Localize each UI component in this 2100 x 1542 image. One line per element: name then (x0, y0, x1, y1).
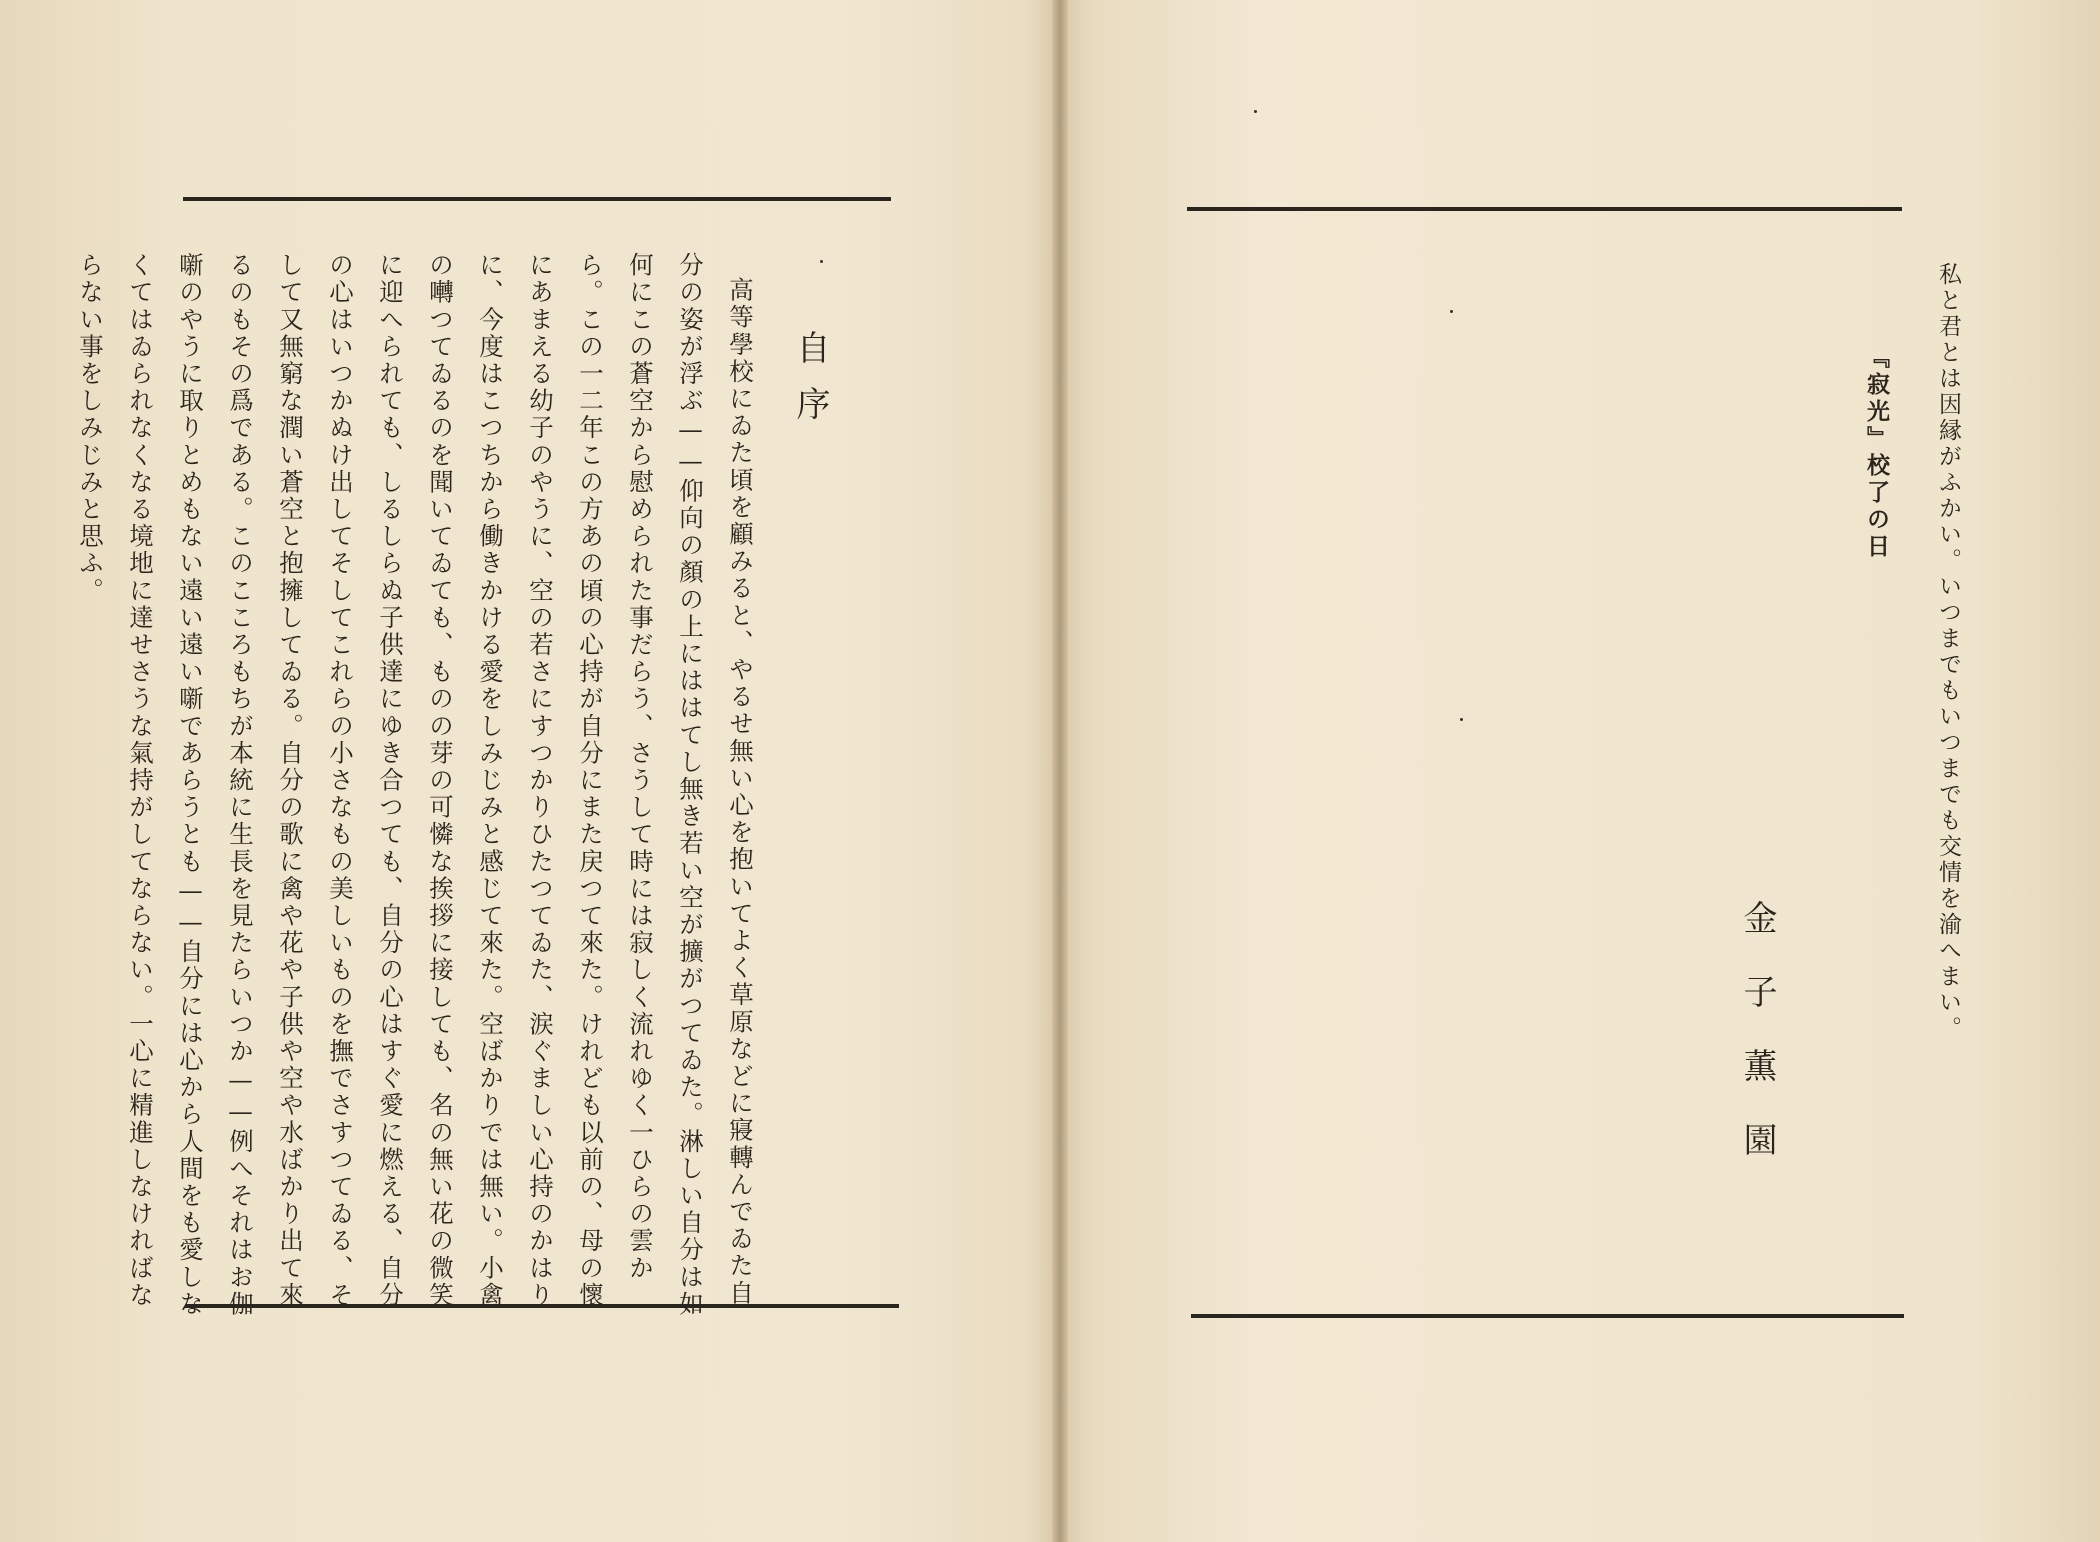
paper-speck (1460, 718, 1463, 721)
preface-paragraph: 高等學校にゐた頃を顧みると、やるせ無い心を抱いてよく草原などに寢轉んでゐた自分の姿が浮ぶ——仰向の顏の上にははてし無き若い空が擴がつてゐた。淋しい自分は如何にこの蒼空から慰められた事だらう、さうして時には寂しく流れゆく一ひらの雲から。この一二年この方あの頃の心持が自分にまた戻つて來た。けれども以前の、母の懷にあまえる幼子のやうに、空の若さにすつかりひたつてゐた、涙ぐましい心持のかはりに、今度はこつちから働きかける愛をしみじみと感じて來た。空ばかりでは無い。小禽の囀つてゐるのを聞いてゐても、ものの芽の可憐な挨拶に接しても、名の無い花の微笑に迎へられても、しるしらぬ子供達にゆき合つても、自分の心はすぐ愛に燃える、自分の心はいつかぬけ出してそしてこれらの小さなもの美しいものを撫でさすつてゐる、そして又無窮な潤い蒼空と抱擁してゐる。自分の歌に禽や花や子供や空や水ばかり出て來るのもその爲である。このこころもちが本統に生長を見たらいつか——例へそれはお伽噺のやうに取りとめもない遠い遠い噺であらうとも——自分には心から人間をも愛しなくてはゐられなくなる境地に達せさうな氣持がしてならない。一心に精進しなければならない事をしみじみと思ふ。 (76, 252, 755, 1318)
dedication-text: 私と君とは因縁がふかい。いつまでもいつまでも交情を渝へまい。 (1935, 262, 1961, 1042)
paper-speck (1254, 110, 1257, 113)
dedication-subtitle: 『寂光』校了の日 (1863, 345, 1890, 561)
right-page (1067, 0, 2100, 1542)
paper-speck (820, 260, 823, 263)
top-rule-right (1187, 207, 1902, 211)
paper-speck (1450, 310, 1453, 313)
preface-body (65, 252, 765, 1332)
author-name: 金子薫園 (1737, 900, 1777, 1196)
preface-title: 自序 (790, 330, 830, 442)
top-rule-left (183, 197, 891, 201)
bottom-rule-right (1191, 1314, 1904, 1318)
book-gutter (1052, 0, 1068, 1542)
